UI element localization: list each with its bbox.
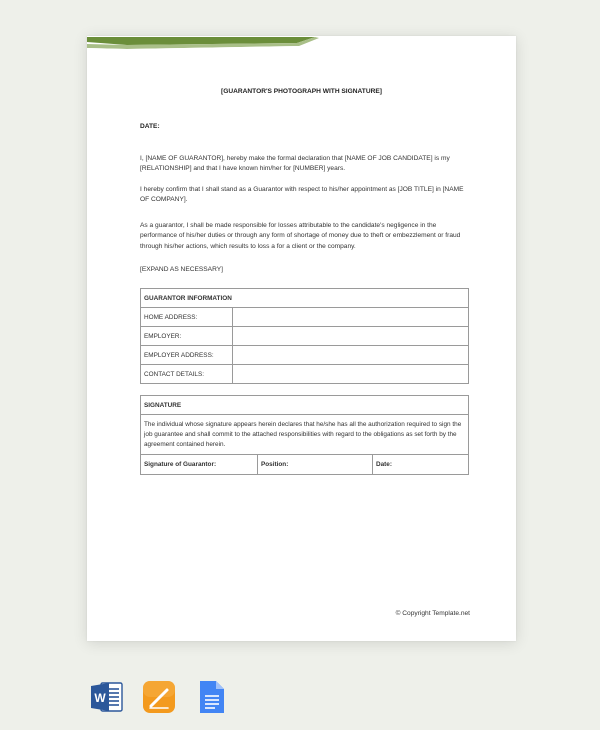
google-docs-icon[interactable]	[194, 680, 228, 714]
home-address-field[interactable]	[233, 308, 469, 327]
guarantor-information-table	[140, 288, 469, 384]
guarantor-information-heading: GUARANTOR INFORMATION	[141, 289, 469, 308]
copyright-text: © Copyright Template.net	[395, 610, 470, 617]
employer-address-field[interactable]	[233, 346, 469, 365]
signature-table	[140, 395, 469, 475]
signature-description: The individual whose signature appears herein declares that he/she has all the authorization required to sign the job guarantee and shall commit to the attached responsibilities with regard to the obligations as set forth by the agreement contained herein.	[141, 415, 469, 455]
table-row	[141, 308, 469, 327]
responsibility-paragraph: As a guarantor, I shall be made responsible for losses attributable to the candidate's negligence in the performance of his/her duties or through any form of shortage of money due to theft or embezzlement or fraud through his/her actions, which results to loss a for a client or the company.	[140, 222, 461, 250]
date-label: DATE:	[140, 123, 160, 130]
green-ribbon-decoration	[87, 36, 319, 54]
word-icon[interactable]	[90, 680, 124, 714]
employer-address-label: EMPLOYER ADDRESS:	[141, 346, 233, 365]
table-row	[141, 346, 469, 365]
table-row	[141, 327, 469, 346]
document-title: [GUARANTOR'S PHOTOGRAPH WITH SIGNATURE]	[221, 88, 382, 95]
pages-icon[interactable]	[142, 680, 176, 714]
expand-note: [EXPAND AS NECESSARY]	[140, 266, 223, 273]
contact-details-label: CONTACT DETAILS:	[141, 365, 233, 384]
confirmation-paragraph: I hereby confirm that I shall stand as a Guarantor with respect to his/her appointment as [JOB TITLE] in [NAME OF COMPANY].	[140, 186, 464, 204]
home-address-label: HOME ADDRESS:	[141, 308, 233, 327]
table-row	[141, 365, 469, 384]
declaration-paragraph: I, [NAME OF GUARANTOR], hereby make the formal declaration that [NAME OF JOB CANDIDATE] is my [RELATIONSHIP] and that I have known him/her for [NUMBER] years.	[140, 155, 450, 173]
employer-field[interactable]	[233, 327, 469, 346]
signature-heading: SIGNATURE	[141, 396, 469, 415]
date-field[interactable]: Date:	[373, 455, 469, 475]
signature-of-guarantor-field[interactable]: Signature of Guarantor:	[141, 455, 258, 475]
position-field[interactable]: Position:	[258, 455, 373, 475]
contact-details-field[interactable]	[233, 365, 469, 384]
document-page	[87, 36, 516, 641]
employer-label: EMPLOYER:	[141, 327, 233, 346]
svg-text:W: W	[94, 691, 106, 705]
